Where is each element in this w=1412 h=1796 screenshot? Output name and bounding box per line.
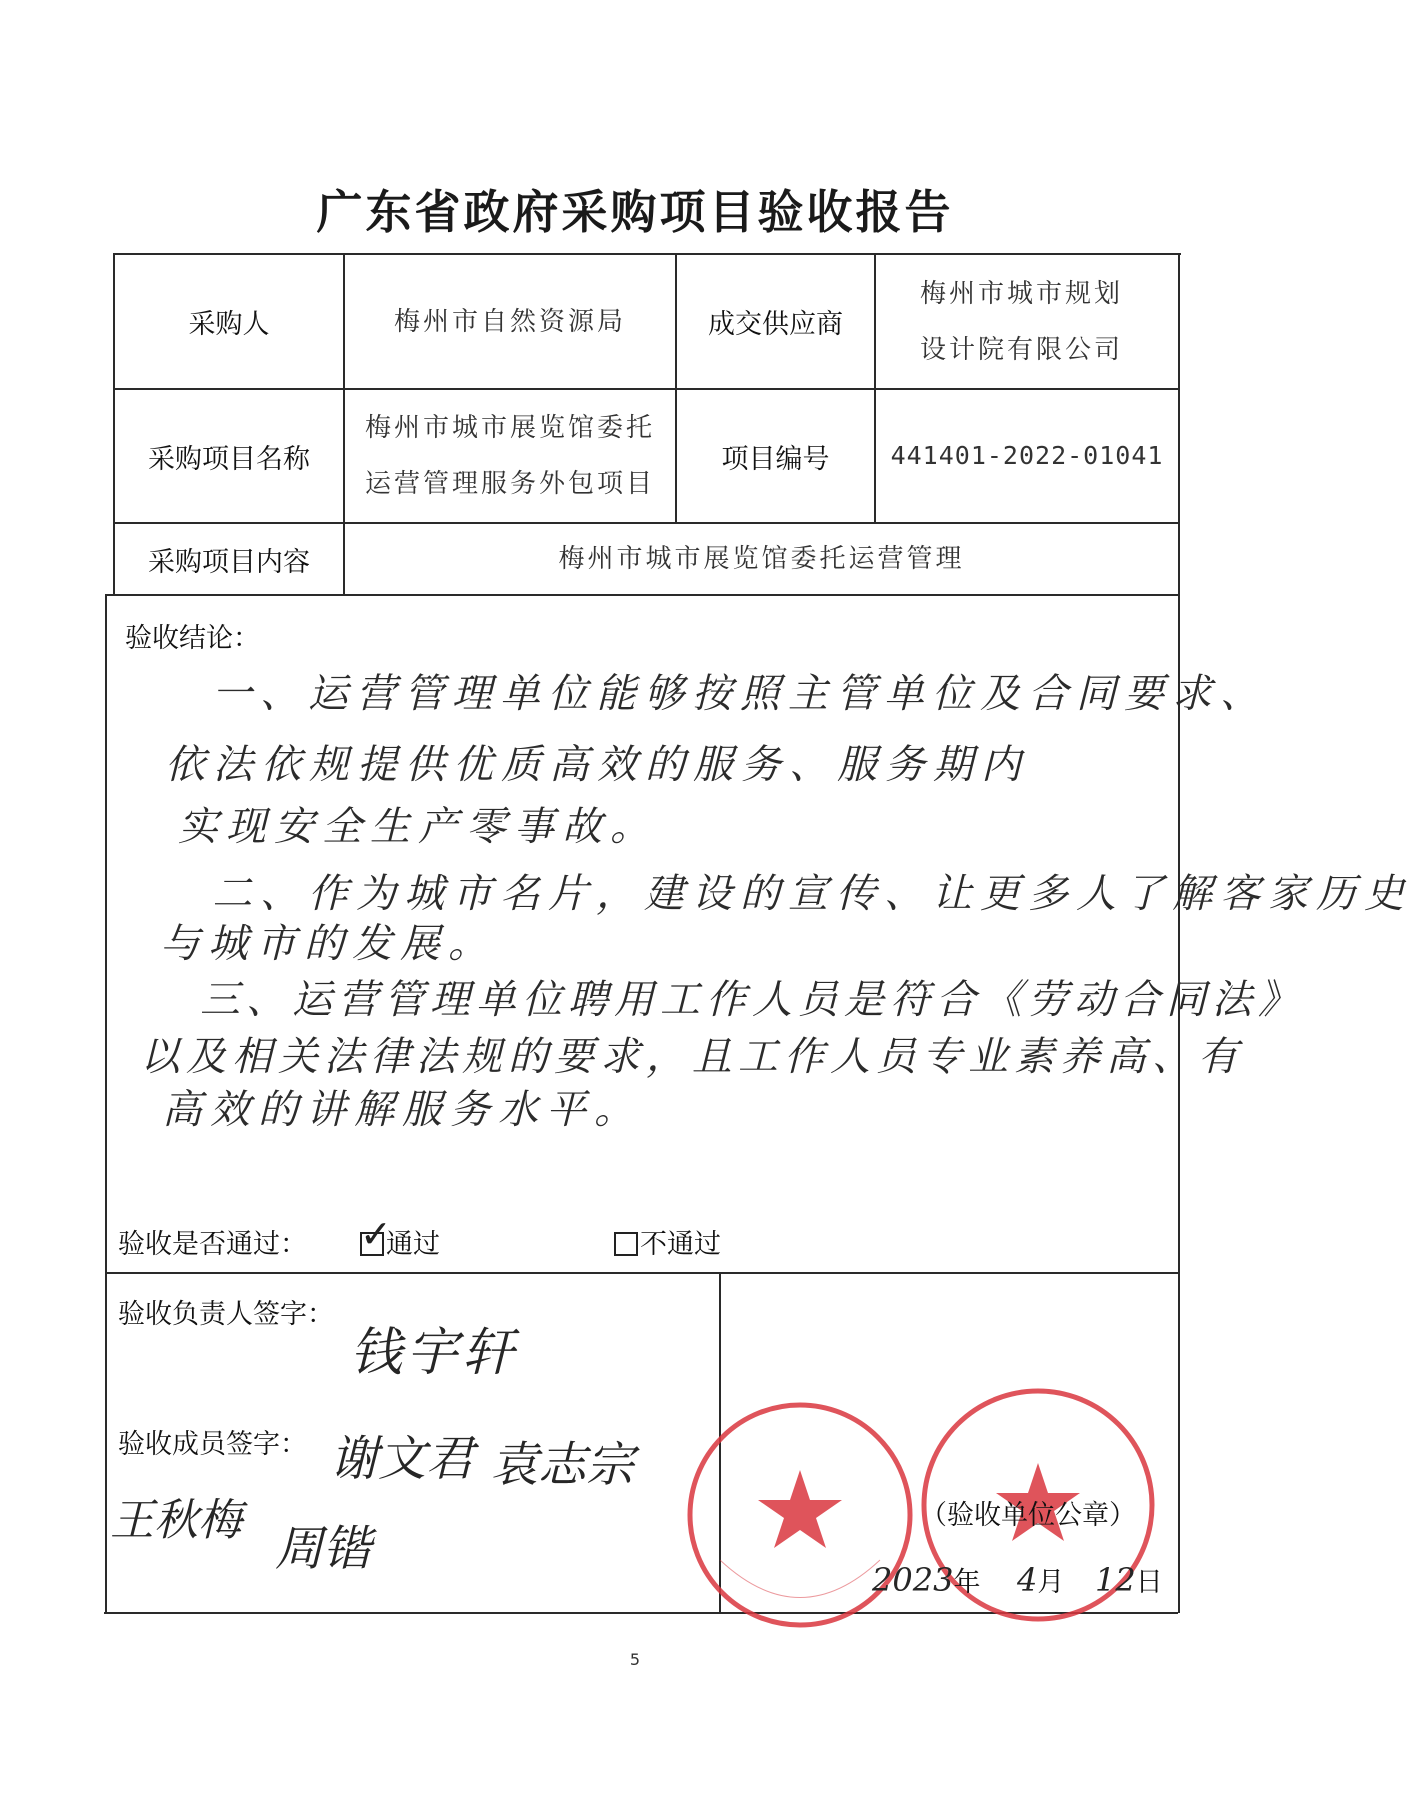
date-month-suffix: 月 [1037,1567,1065,1598]
date-year-suffix: 年 [953,1567,981,1598]
supplier-label: 成交供应商 [708,309,843,340]
row-divider-3 [107,594,1179,596]
member-signature-3: 王秋梅 [110,1495,242,1546]
check-mark-icon: ✓ [360,1212,392,1256]
leader-signature-label: 验收负责人签字： [118,1299,334,1330]
fail-option-label: 不通过 [640,1229,721,1260]
member-signature-1: 谢文君 [330,1431,475,1487]
conclusion-line-1: 一、运营管理单位能够按照主管单位及合同要求、 [212,671,1268,717]
date-year: 2023 [872,1561,954,1599]
project-name-value [345,390,675,522]
purchaser-value: 梅州市自然资源局 [393,306,626,337]
content-label: 采购项目内容 [148,546,310,578]
pass-option-label: 通过 [386,1229,440,1260]
conclusion-line-6: 三、运营管理单位聘用工作人员是符合《劳动合同法》 [200,977,1304,1023]
member-signature-4: 周锴 [275,1521,372,1577]
page-number: 5 [629,1650,641,1669]
conclusion-line-3: 实现安全生产零事故。 [178,804,658,850]
table-border-left-lower [105,594,107,1613]
table-border-right [1178,253,1180,1613]
conclusion-line-8: 高效的讲解服务水平。 [162,1087,642,1133]
pass-question-label: 验收是否通过： [118,1229,307,1260]
conclusion-line-4: 二、作为城市名片，建设的宣传、让更多人了解客家历史 [212,871,1412,917]
leader-signature: 钱宇轩 [350,1323,519,1383]
conclusion-line-2: 依法依规提供优质高效的服务、服务期内 [165,742,1029,788]
pass-option[interactable] [360,1212,440,1261]
date-day-suffix: 日 [1135,1567,1163,1598]
project-name-line2: 运营管理服务外包项目 [364,469,655,499]
row-divider-4 [105,1272,1179,1274]
seal-date [872,1560,1163,1599]
fail-checkbox[interactable] [614,1232,638,1256]
project-no-value: 441401-2022-01041 [890,441,1164,470]
date-day: 12 [1094,1561,1136,1599]
supplier-value-line2: 设计院有限公司 [920,334,1124,365]
conclusion-line-7: 以及相关法律法规的要求，且工作人员专业素养高、有 [140,1034,1244,1080]
conclusion-label: 验收结论： [125,623,260,654]
member-signature-2: 袁志宗 [490,1437,635,1493]
seal-label: （验收单位公章） [920,1500,1136,1531]
fail-option[interactable] [614,1222,721,1261]
conclusion-line-5: 与城市的发展。 [160,921,496,967]
purchaser-label: 采购人 [188,309,270,340]
date-month: 4 [1017,1561,1038,1599]
content-value: 梅州市城市展览馆委托运营管理 [558,544,965,574]
supplier-value-line1: 梅州市城市规划 [920,278,1124,309]
supplier-value [876,255,1178,388]
page-title: 广东省政府采购项目验收报告 [316,185,954,239]
project-no-label: 项目编号 [721,443,830,475]
members-signature-label: 验收成员签字： [118,1429,307,1460]
pass-checkbox[interactable] [360,1212,392,1256]
project-name-line1: 梅州市城市展览馆委托 [364,413,655,443]
project-name-label: 采购项目名称 [148,443,310,475]
